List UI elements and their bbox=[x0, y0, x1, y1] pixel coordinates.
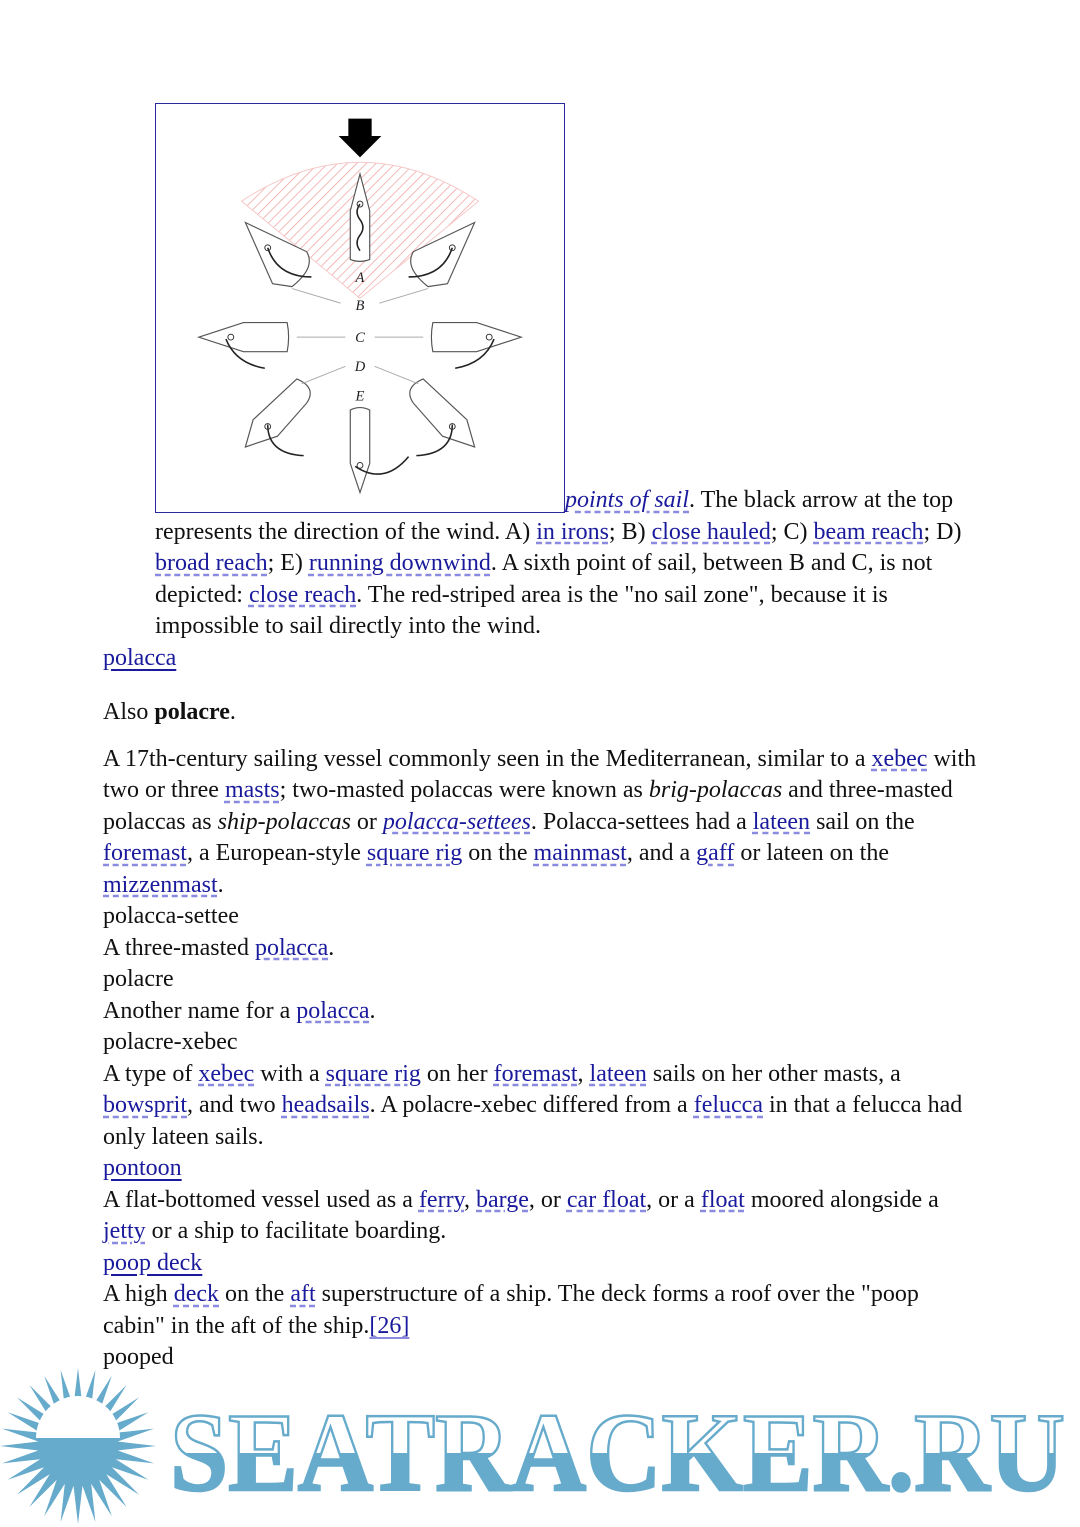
link[interactable]: car float bbox=[566, 1186, 647, 1213]
text: , or bbox=[528, 1186, 567, 1213]
text: A flat-bottomed vessel used as a bbox=[103, 1186, 419, 1213]
entry-definition bbox=[103, 1279, 983, 1342]
link[interactable]: aft bbox=[290, 1281, 316, 1307]
points-of-sail-figure[interactable] bbox=[155, 103, 565, 513]
link[interactable]: close reach bbox=[248, 581, 357, 608]
link[interactable]: felucca bbox=[693, 1092, 763, 1118]
text: or a ship to facilitate boarding. bbox=[145, 1218, 447, 1244]
text: or bbox=[350, 808, 383, 835]
link[interactable]: ferry bbox=[418, 1186, 465, 1213]
link[interactable]: foremast bbox=[493, 1060, 578, 1087]
link[interactable]: polacca bbox=[254, 934, 329, 961]
watermark-text: SEATRACKER.RU bbox=[170, 1391, 1065, 1515]
link[interactable]: foremast bbox=[103, 840, 187, 866]
text: sails on her other masts, a bbox=[646, 1060, 901, 1087]
text: . The black arrow at the top represents the direction of the wind. A) bbox=[155, 487, 954, 545]
entry-list bbox=[103, 643, 983, 1374]
link[interactable]: beam reach bbox=[813, 518, 924, 545]
link[interactable]: [26] bbox=[369, 1312, 410, 1339]
text: , and two bbox=[187, 1092, 282, 1118]
seatracker-watermark-logo bbox=[0, 1368, 1080, 1527]
text: ; B) bbox=[608, 518, 652, 545]
link[interactable]: xebec bbox=[198, 1060, 255, 1087]
text: Also bbox=[103, 699, 155, 725]
link[interactable]: lateen bbox=[589, 1060, 647, 1087]
link[interactable]: running downwind bbox=[308, 550, 491, 576]
text: . bbox=[229, 699, 236, 725]
text: or lateen on the bbox=[734, 840, 889, 866]
link[interactable]: masts bbox=[224, 777, 280, 803]
text: . bbox=[217, 871, 224, 898]
label-a: A bbox=[355, 269, 365, 286]
text: A 17th-century sailing vessel commonly seen in the Mediterranean, similar to a bbox=[103, 745, 872, 772]
text: in that a felucca had only lateen sails. bbox=[103, 1092, 963, 1150]
text: ; D) bbox=[923, 518, 962, 545]
term-link[interactable]: polacca bbox=[103, 644, 177, 671]
glossary bbox=[103, 103, 983, 1374]
label-b: B bbox=[355, 297, 365, 314]
sun-icon bbox=[0, 1368, 156, 1524]
text: . The red-striped area is the "no sail zone", because it is impossible to sail directly into the wind. bbox=[155, 581, 888, 639]
link[interactable]: square rig bbox=[325, 1060, 421, 1087]
link[interactable]: headsails bbox=[281, 1092, 370, 1118]
text: on the bbox=[219, 1281, 291, 1307]
text: on her bbox=[420, 1060, 494, 1087]
link[interactable]: barge bbox=[476, 1186, 529, 1213]
entry-definition bbox=[103, 744, 983, 902]
text: sail on the bbox=[810, 808, 915, 835]
text: ; two-masted polaccas were known as bbox=[279, 777, 649, 803]
link[interactable]: lateen bbox=[752, 808, 811, 835]
bold-term: polacre bbox=[154, 699, 230, 725]
text: . Polacca-settees had a bbox=[530, 808, 753, 835]
text: Another name for a bbox=[103, 997, 297, 1024]
label-e: E bbox=[355, 388, 365, 405]
entry-term[interactable] bbox=[103, 643, 983, 675]
entry-term[interactable] bbox=[103, 1248, 983, 1280]
text: , bbox=[464, 1186, 477, 1213]
text: . bbox=[369, 997, 376, 1024]
text: with two or three bbox=[103, 745, 977, 803]
text: . bbox=[328, 934, 335, 961]
label-d: D bbox=[354, 359, 366, 376]
entry-definition bbox=[103, 697, 983, 729]
label-c: C bbox=[355, 330, 365, 346]
link[interactable]: points of sail bbox=[565, 487, 690, 513]
text: A three-masted bbox=[103, 934, 255, 961]
text: . A polacre-xebec differed from a bbox=[369, 1092, 694, 1118]
term-link[interactable]: pontoon bbox=[103, 1155, 182, 1181]
entry-definition bbox=[103, 933, 983, 965]
text: . A sixth point of sail, between B and C, is not depicted: bbox=[155, 550, 933, 608]
text: A type of bbox=[103, 1060, 199, 1087]
entry-term: polacca-settee bbox=[103, 903, 239, 929]
term-link[interactable]: poop deck bbox=[103, 1249, 203, 1276]
text: A high bbox=[103, 1281, 174, 1307]
entry-definition bbox=[103, 1185, 983, 1248]
text: , bbox=[577, 1060, 590, 1087]
italic-text: brig-polaccas bbox=[648, 777, 783, 803]
entry-definition bbox=[103, 996, 983, 1028]
text: , a European-style bbox=[186, 840, 367, 866]
text: with a bbox=[254, 1060, 326, 1087]
entry-term: pooped bbox=[103, 1344, 174, 1370]
link[interactable]: float bbox=[700, 1186, 745, 1213]
figure-caption bbox=[155, 103, 983, 643]
link[interactable]: close hauled bbox=[651, 518, 771, 545]
link[interactable]: xebec bbox=[871, 745, 928, 772]
link[interactable]: in irons bbox=[536, 518, 609, 545]
text: , or a bbox=[646, 1186, 701, 1213]
text: on the bbox=[462, 840, 534, 866]
link[interactable]: mizzenmast bbox=[103, 871, 218, 898]
link[interactable]: jetty bbox=[103, 1218, 146, 1244]
link[interactable]: mainmast bbox=[533, 840, 627, 866]
entry-term[interactable] bbox=[103, 1153, 983, 1185]
text: and three-masted polaccas as bbox=[103, 777, 953, 835]
entry-term: polacre bbox=[103, 966, 174, 992]
link[interactable]: square rig bbox=[366, 840, 463, 866]
entry-definition bbox=[103, 1059, 983, 1154]
link[interactable]: polacca-settees bbox=[382, 808, 531, 835]
text: superstructure of a ship. The deck forms a roof over the "poop cabin" in the aft of the ship. bbox=[103, 1281, 919, 1339]
text: , and a bbox=[626, 840, 697, 866]
italic-text: ship-polaccas bbox=[217, 808, 351, 835]
link[interactable]: polacca bbox=[296, 997, 370, 1024]
text: ; C) bbox=[770, 518, 814, 545]
link[interactable]: broad reach bbox=[155, 550, 268, 576]
text: moored alongside a bbox=[744, 1186, 939, 1213]
link[interactable]: gaff bbox=[696, 840, 735, 866]
link[interactable]: bowsprit bbox=[103, 1092, 187, 1118]
text: ; E) bbox=[267, 550, 309, 576]
wind-arrow-icon bbox=[339, 119, 382, 158]
link[interactable]: deck bbox=[173, 1281, 219, 1307]
entry-term: polacre-xebec bbox=[103, 1029, 238, 1055]
